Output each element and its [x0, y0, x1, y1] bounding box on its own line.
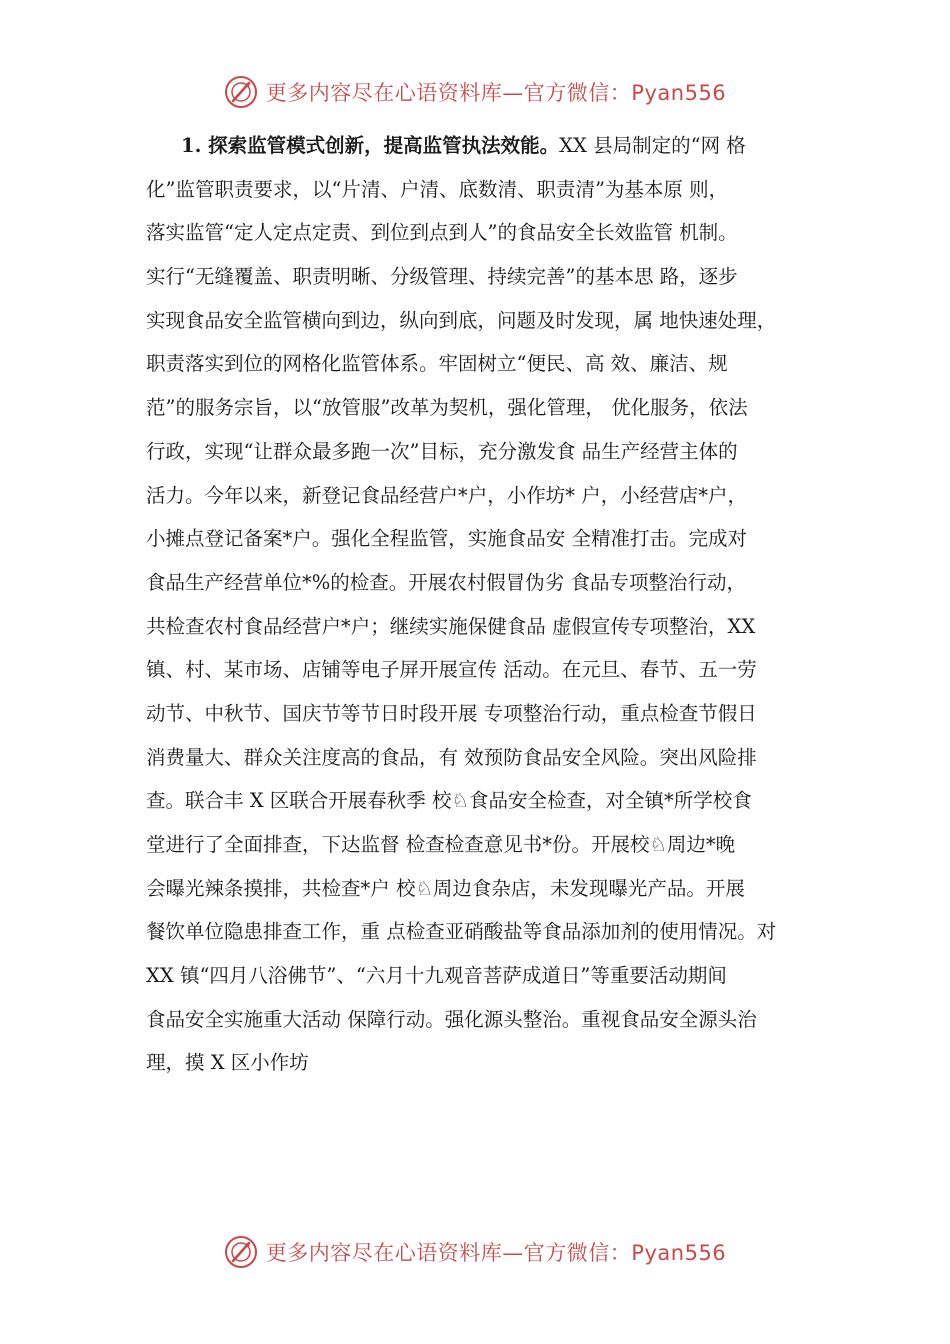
body-text-line: 实行“无缝覆盖、职责明晰、分级管理、持续完善”的基本思 路，逐步 [146, 265, 738, 289]
brand-logo-icon [224, 1235, 258, 1269]
body-text-line: 会曝光辣条摸排，共检查*户 校♘周边食杂店，未发现曝光产品。开展 [146, 876, 745, 900]
footer-watermark-banner [0, 1232, 950, 1272]
body-text-line: 化”监管职责要求，以“片清、户清、底数清、职责清”为基本原 则， [146, 177, 729, 201]
section-heading: 1. 探索监管模式创新，提高监管执法效能。 [181, 134, 560, 157]
body-text-line: 职责落实到位的网格化监管体系。牢固树立“便民、高 效、廉洁、规 [146, 352, 728, 376]
body-text-line: 餐饮单位隐患排查工作，重 点检查亚硝酸盐等食品添加剂的使用情况。对 [146, 920, 777, 944]
body-text-line: 行政，实现“让群众最多跑一次”目标，充分激发食 品生产经营主体的 [146, 439, 738, 463]
document-body [146, 124, 846, 1085]
brand-logo-icon [224, 75, 258, 109]
header-watermark-banner [0, 72, 950, 112]
body-text-line: 实现食品安全监管横向到边，纵向到底，问题及时发现，属 地快速处理， [146, 308, 777, 332]
body-text-line: 理，摸 X 区小作坊 [146, 1051, 309, 1075]
body-text-line: 动节、中秋节、国庆节等节日时段开展 专项整治行动，重点检查节假日 [146, 701, 757, 725]
body-text-line: 查。联合丰 X 区联合开展春秋季 校♘食品安全检查，对全镇*所学校食 [146, 789, 752, 813]
body-text-line: 镇、村、某市场、店铺等电子屏开展宣传 活动。在元旦、春节、五一劳 [146, 658, 757, 682]
body-text-line: 落实监管“定人定点定责、到位到点到人”的食品安全长效监管 机制。 [146, 221, 738, 245]
banner-text: 更多内容尽在心语资料库—官方微信：Pyan556 [265, 81, 727, 105]
body-text-line: XX 县局制定的“网 格 [559, 134, 746, 157]
body-text-line: 堂进行了全面排查，下达监督 检查检查意见书*份。开展校♘周边*晚 [146, 833, 736, 856]
body-text-line: 范”的服务宗旨，以“放管服”改革为契机，强化管理， 优化服务，依法 [146, 396, 748, 420]
body-text-line: 共检查农村食品经营户*户；继续实施保健食品 虚假宣传专项整治，XX [146, 614, 756, 638]
body-text-line: 小摊点登记备案*户。强化全程监管，实施食品安 全精准打击。完成对 [146, 527, 747, 551]
paragraph-first-line [181, 124, 846, 168]
body-text-line: 食品生产经营单位*%的检查。开展农村假冒伪劣 食品专项整治行动， [146, 570, 746, 594]
banner-text: 更多内容尽在心语资料库—官方微信：Pyan556 [265, 1241, 727, 1265]
body-text-line: 食品安全实施重大活动 保障行动。强化源头整治。重视食品安全源头治 [146, 1007, 757, 1031]
body-text-line: 活力。今年以来，新登记食品经营户*户，小作坊* 户，小经营店*户， [146, 483, 747, 507]
body-text-line: XX 镇“四月八浴佛节”、“六月十九观音菩萨成道日”等重要活动期间 [146, 964, 727, 988]
body-text-line: 消费量大、群众关注度高的食品，有 效预防食品安全风险。突出风险排 [146, 745, 757, 769]
